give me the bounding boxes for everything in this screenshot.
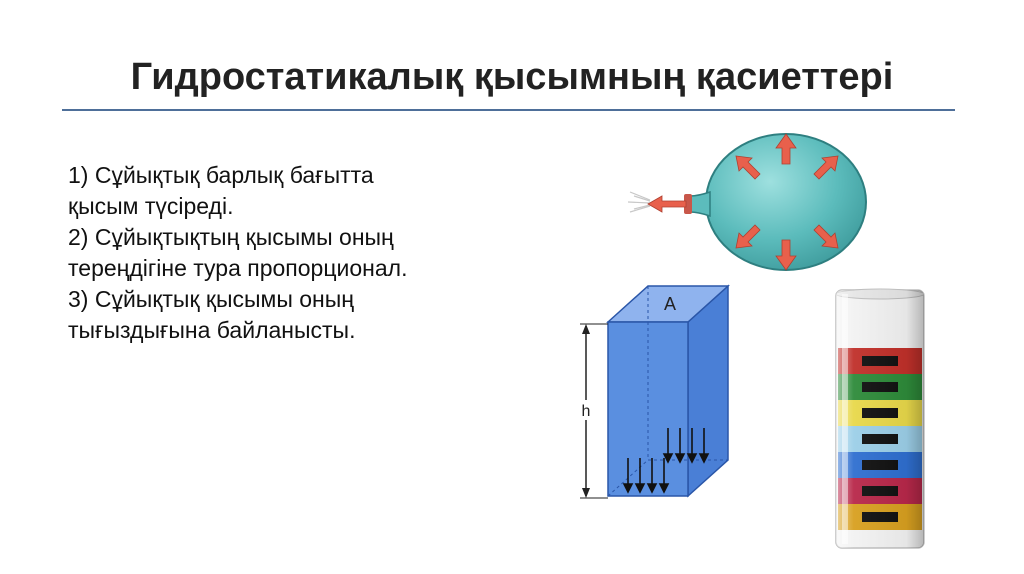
prism-top-label: A [663, 294, 677, 314]
slide-body [68, 160, 538, 346]
prism-height-label: h [581, 403, 591, 420]
title-divider [62, 109, 955, 111]
body-line-1: 1) Сұйықтық барлық бағытта [68, 162, 374, 188]
body-line-6: тығыздығына байланысты. [68, 317, 356, 343]
body-line-5: 3) Сұйықтық қысымы оның [68, 286, 354, 312]
body-line-2: қысым түсіреді. [68, 193, 234, 219]
balloon-pressure-icon [628, 122, 868, 282]
body-line-4: тереңдігіне тура пропорционал. [68, 255, 408, 281]
slide-title: Гидростатикалық қысымның қасиеттері [130, 56, 894, 98]
body-line-3: 2) Сұйықтықтың қысымы оның [68, 224, 394, 250]
density-column-glass [832, 288, 928, 550]
liquid-prism-diagram [578, 280, 738, 506]
